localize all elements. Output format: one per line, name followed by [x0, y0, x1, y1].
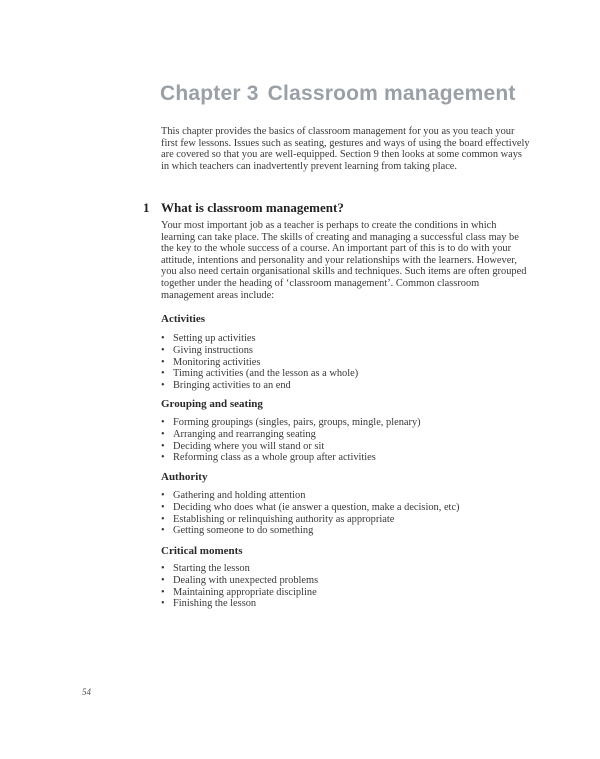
chapter-number: Chapter 3 — [160, 82, 259, 105]
subheading-authority: Authority — [161, 471, 208, 483]
chapter-intro: This chapter provides the basics of classroom management for you as you teach your first few lessons. Issues such as seating, gestures and ways of using the board effectively are covered so that you are well-equipped. Section 9 then looks at some common ways in which teachers can inadvertently prevent learning from taking place. — [161, 126, 530, 172]
chapter-title — [160, 82, 516, 106]
list-item: • Deciding who does what (ie answer a question, make a decision, etc) — [161, 502, 460, 514]
list-item: • Finishing the lesson — [161, 598, 318, 610]
page-number: 54 — [82, 687, 91, 697]
subheading-critical-moments: Critical moments — [161, 545, 243, 557]
list-item: • Establishing or relinquishing authority as appropriate — [161, 514, 460, 526]
list-authority — [161, 490, 460, 537]
section-body: Your most important job as a teacher is perhaps to create the conditions in which learning can take place. The skills of creating and managing a successful class may be the key to the whole success of a course. An important part of this is to do with your attitude, intentions and personality and your relationships with the learners. However, you also need certain organisational skills and techniques. Such items are often grouped together under the heading of ‘classroom management’. Common classroom management areas include: — [161, 220, 527, 301]
section-title: What is classroom management? — [161, 200, 344, 215]
list-item: • Reforming class as a whole group after activities — [161, 452, 421, 464]
list-item: • Maintaining appropriate discipline — [161, 587, 318, 599]
list-item: • Giving instructions — [161, 345, 358, 357]
list-item: • Forming groupings (singles, pairs, groups, mingle, plenary) — [161, 417, 421, 429]
list-item: • Deciding where you will stand or sit — [161, 441, 421, 453]
subheading-activities: Activities — [161, 313, 205, 325]
list-item: • Getting someone to do something — [161, 525, 460, 537]
section-number: 1 — [143, 200, 150, 215]
section-heading — [143, 200, 344, 216]
list-item: • Dealing with unexpected problems — [161, 575, 318, 587]
list-item: • Gathering and holding attention — [161, 490, 460, 502]
subheading-grouping-and-seating: Grouping and seating — [161, 398, 263, 410]
list-activities — [161, 333, 358, 392]
list-item: • Bringing activities to an end — [161, 380, 358, 392]
list-item: • Starting the lesson — [161, 563, 318, 575]
list-item: • Setting up activities — [161, 333, 358, 345]
list-item: • Timing activities (and the lesson as a whole) — [161, 368, 358, 380]
list-critical-moments — [161, 563, 318, 610]
list-item: • Monitoring activities — [161, 357, 358, 369]
list-grouping-and-seating — [161, 417, 421, 464]
chapter-name: Classroom management — [267, 82, 516, 105]
list-item: • Arranging and rearranging seating — [161, 429, 421, 441]
